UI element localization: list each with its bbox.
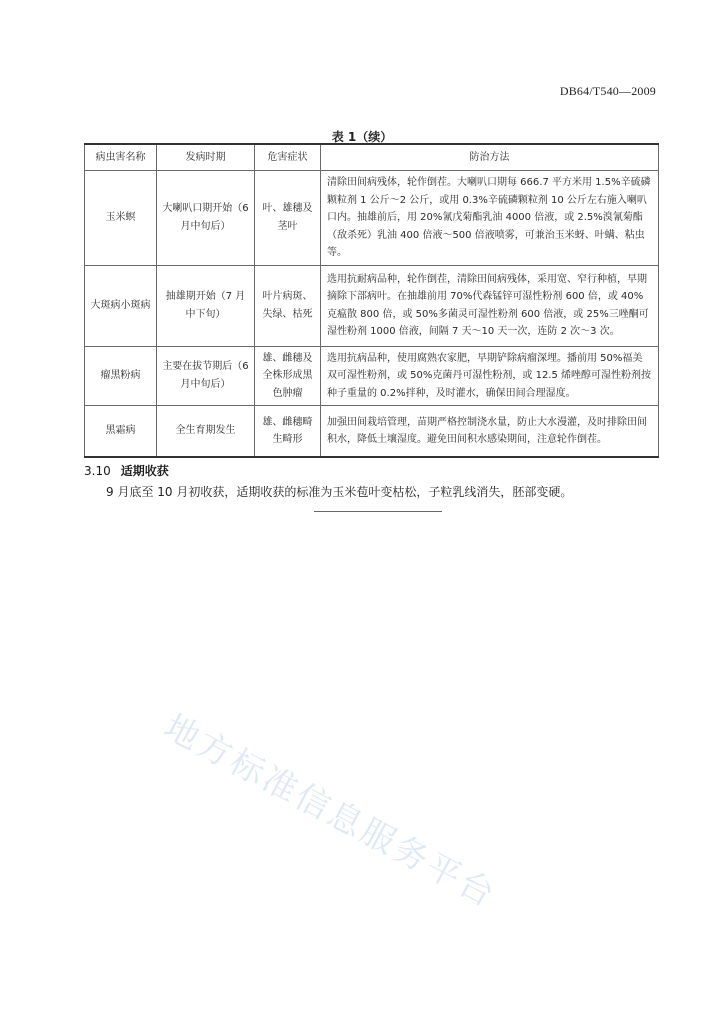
section-heading <box>84 462 169 479</box>
table-row <box>85 171 659 266</box>
pest-name-cell: 大斑病小斑病 <box>85 265 157 346</box>
watermark: 地方标准信息服务平台 <box>157 707 503 917</box>
symptom-cell: 雄、雌穗及全株形成黑色肿瘤 <box>255 346 321 406</box>
period-cell: 大喇叭口期开始（6 月中旬后） <box>157 171 255 266</box>
end-divider <box>314 511 442 512</box>
period-cell: 抽雄期开始（7 月中下旬） <box>157 265 255 346</box>
column-header-symptom: 危害症状 <box>255 144 321 171</box>
table-row <box>85 346 659 406</box>
table-header-row <box>85 144 659 171</box>
period-cell: 主要在拔节期后（6 月中旬后） <box>157 346 255 406</box>
period-cell: 全生育期发生 <box>157 406 255 458</box>
column-header-name: 病虫害名称 <box>85 144 157 171</box>
method-cell: 清除田间病残体，轮作倒茬。大喇叭口期每 666.7 平方米用 1.5%辛硫磷颗粒剂 1 公斤～2 公斤，或用 0.3%辛硫磷颗粒剂 10 公斤左右施入喇叭口内。抽雄前后，用 20%氰戊菊酯乳油 4000 倍液，或 2.5%溴氰菊酯（敌杀死）乳油 400 倍液～500 倍液喷雾，可兼治玉米蚜、叶螨、粘虫等。 <box>321 171 659 266</box>
method-cell: 选用抗耐病品种，轮作倒茬，清除田间病残体，采用宽、窄行种植，早期摘除下部病叶。在抽雄前用 70%代森锰锌可湿性粉剂 600 倍，或 40%克瘟散 800 倍，或 50%多菌灵可湿性粉剂 600 倍液，或 25%三唑酮可湿性粉剂 1000 倍液，间隔 7 天～10 天一次，连防 2 次～3 次。 <box>321 265 659 346</box>
pest-name-cell: 玉米螟 <box>85 171 157 266</box>
symptom-cell: 叶、雄穗及茎叶 <box>255 171 321 266</box>
column-header-method: 防治方法 <box>321 144 659 171</box>
pest-name-cell: 瘤黑粉病 <box>85 346 157 406</box>
table-row <box>85 265 659 346</box>
pest-name-cell: 黑霜病 <box>85 406 157 458</box>
method-cell: 选用抗病品种，使用腐熟农家肥，早期铲除病瘤深埋。播前用 50%福美双可湿性粉剂，或 50%克菌丹可湿性粉剂，或 12.5 烯唑醇可湿性粉剂按种子重量的 0.2%拌种，及时灌水，确保田间合理湿度。 <box>321 346 659 406</box>
symptom-cell: 叶片病斑、失绿、枯死 <box>255 265 321 346</box>
pest-control-table <box>84 143 659 458</box>
method-cell: 加强田间栽培管理，苗期严格控制浇水量，防止大水漫灌，及时排除田间积水，降低土壤湿度。避免田间积水感染期间，注意轮作倒茬。 <box>321 406 659 458</box>
column-header-period: 发病时期 <box>157 144 255 171</box>
table-caption: 表 1（续） <box>331 130 393 144</box>
table-row <box>85 406 659 458</box>
section-title: 适期收获 <box>120 464 169 478</box>
symptom-cell: 雄、雌穗畸生畸形 <box>255 406 321 458</box>
document-code: DB64/T540—2009 <box>559 84 656 98</box>
section-number: 3.10 <box>84 464 111 478</box>
section-body: 9 月底至 10 月初收获，适期收获的标准为玉米苞叶变枯松，子粒乳线消失，胚部变硬。 <box>106 485 573 499</box>
